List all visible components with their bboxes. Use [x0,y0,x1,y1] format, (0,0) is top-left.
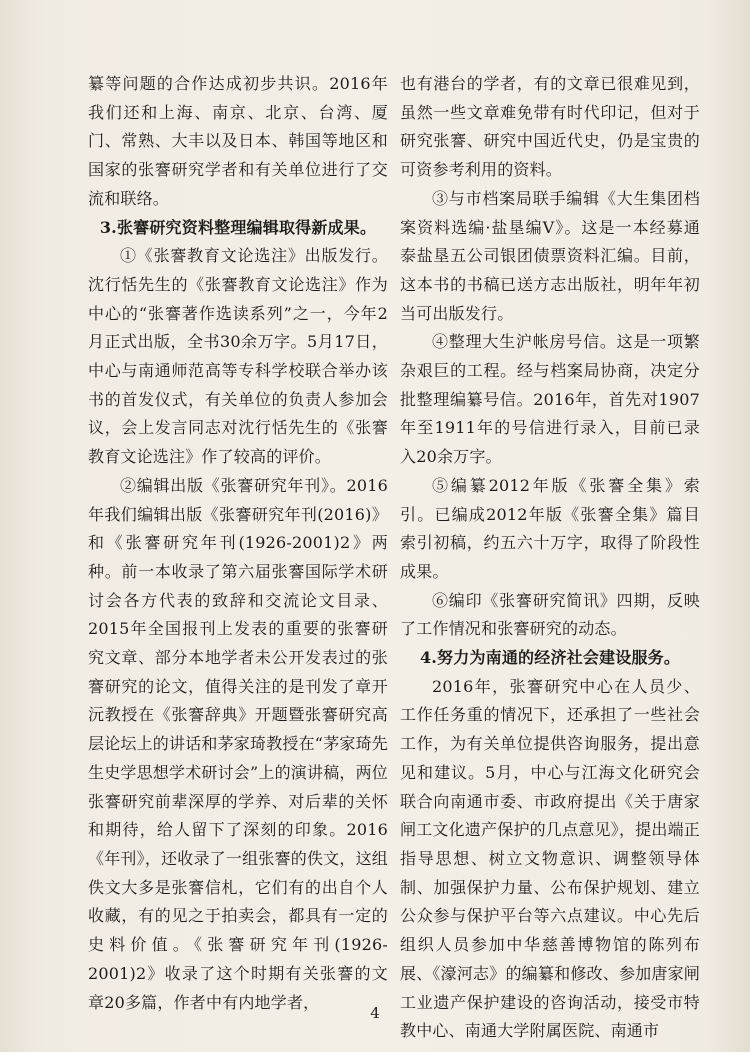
paragraph-cooperation: 纂等问题的合作达成初步共识。2016年我们还和上海、南京、北京、台湾、厦门、常熟、大丰以及日本、韩国等地区和国家的张謇研究学者和有关单位进行了交流和联络。 [88,74,388,208]
paragraph-education-anthology: ①《张謇教育文论选注》出版发行。沈行恬先生的《张謇教育文论选注》作为中心的“张謇著作选读系列”之一，今年2月正式出版，全书30余万字。5月17日，中心与南通师范高等专科学校联合举办该书的首发仪式，有关单位的负责人参加会议，会上发言同志对沈行恬先生的《张謇教育文论选注》作了较高的评价。 [88,246,388,467]
paragraph-research-annual: ②编辑出版《张謇研究年刊》。2016年我们编辑出版《张謇研究年刊(2016)》和《张謇研究年刊(1926-2001)2》两种。前一本收录了第六届张謇国际学术研讨会各方代表的致辞和交流论文目录、2015年全国报刊上发表的重要的张謇研究文章、部分本地学者未公开发表过的张謇研究的论文，值得关注的是刊发了章开沅教授在《张謇辞典》开题暨张謇研究高层论坛上的讲话和茅家琦教授在“茅家琦先生史学思想学术研讨会”上的演讲稿，两位张謇研究前辈深厚的学养、对后辈的关怀和期待，给人留下了深刻的印象。2016《年刊》，还收录了一组张謇的佚文，这组佚文大多是张謇信札，它们有的出自个人收藏，有的见之于拍卖会，都具有一定的史料价值。《张謇研究年刊(1926-2001)2》收录了这个时期有关张謇的文章20多篇，作者中有内地学者， [88,475,388,1012]
section-heading-3: 3.张謇研究资料整理编辑取得新成果。 [99,217,377,237]
left-column [88,70,388,1017]
paragraph-social-service: 2016年，张謇研究中心在人员少、工作任务重的情况下，还承担了一些社会工作，为有关单位提供咨询服务，提出意见和建议。5月，中心与江海文化研究会联合向南通市委、市政府提出《关于唐家闸工文化遗产保护的几点意见》，提出端正指导思想、树立文物意识、调整领导体制、加强保护力量、公布保护规划、建立公众参与保护平台等六点建议。中心先后组织人员参加中华慈善博物馆的陈列布展、《濠河志》的编纂和修改、参加唐家闸工业遗产保护建设的咨询活动，接受市特教中心、南通大学附属医院、南通市 [400,676,700,1041]
section-heading-4: 4.努力为南通的经济社会建设服务。 [419,648,681,668]
paragraph-archive-compilation: ③与市档案局联手编辑《大生集团档案资料选编·盐垦编Ⅴ》。这是一本经募通泰盐垦五公司银团债票资料汇编。目前，这本书的书稿已送方志出版社，明年年初当可出版发行。 [400,188,700,323]
paragraph-newsletter: ⑥编印《张謇研究简讯》四期，反映了工作情况和张謇研究的动态。 [400,590,700,639]
page-number: 4 [370,1004,380,1022]
paragraph-complete-works-index: ⑤编纂2012年版《张謇全集》索引。已编成2012年版《张謇全集》篇目索引初稿，约五六十万字，取得了阶段性成果。 [400,475,700,581]
right-column [400,70,700,1046]
paragraph-hk-taiwan-scholars: 也有港台的学者，有的文章已很难见到，虽然一些文章难免带有时代印记，但对于研究张謇、研究中国近代史，仍是宝贵的可资参考利用的资料。 [400,74,700,180]
paragraph-shanghai-letters: ④整理大生沪帐房号信。这是一项繁杂艰巨的工程。经与档案局协商，决定分批整理编纂号信。2016年，首先对1907年至1911年的号信进行录入，目前已录入20余万字。 [400,332,700,467]
